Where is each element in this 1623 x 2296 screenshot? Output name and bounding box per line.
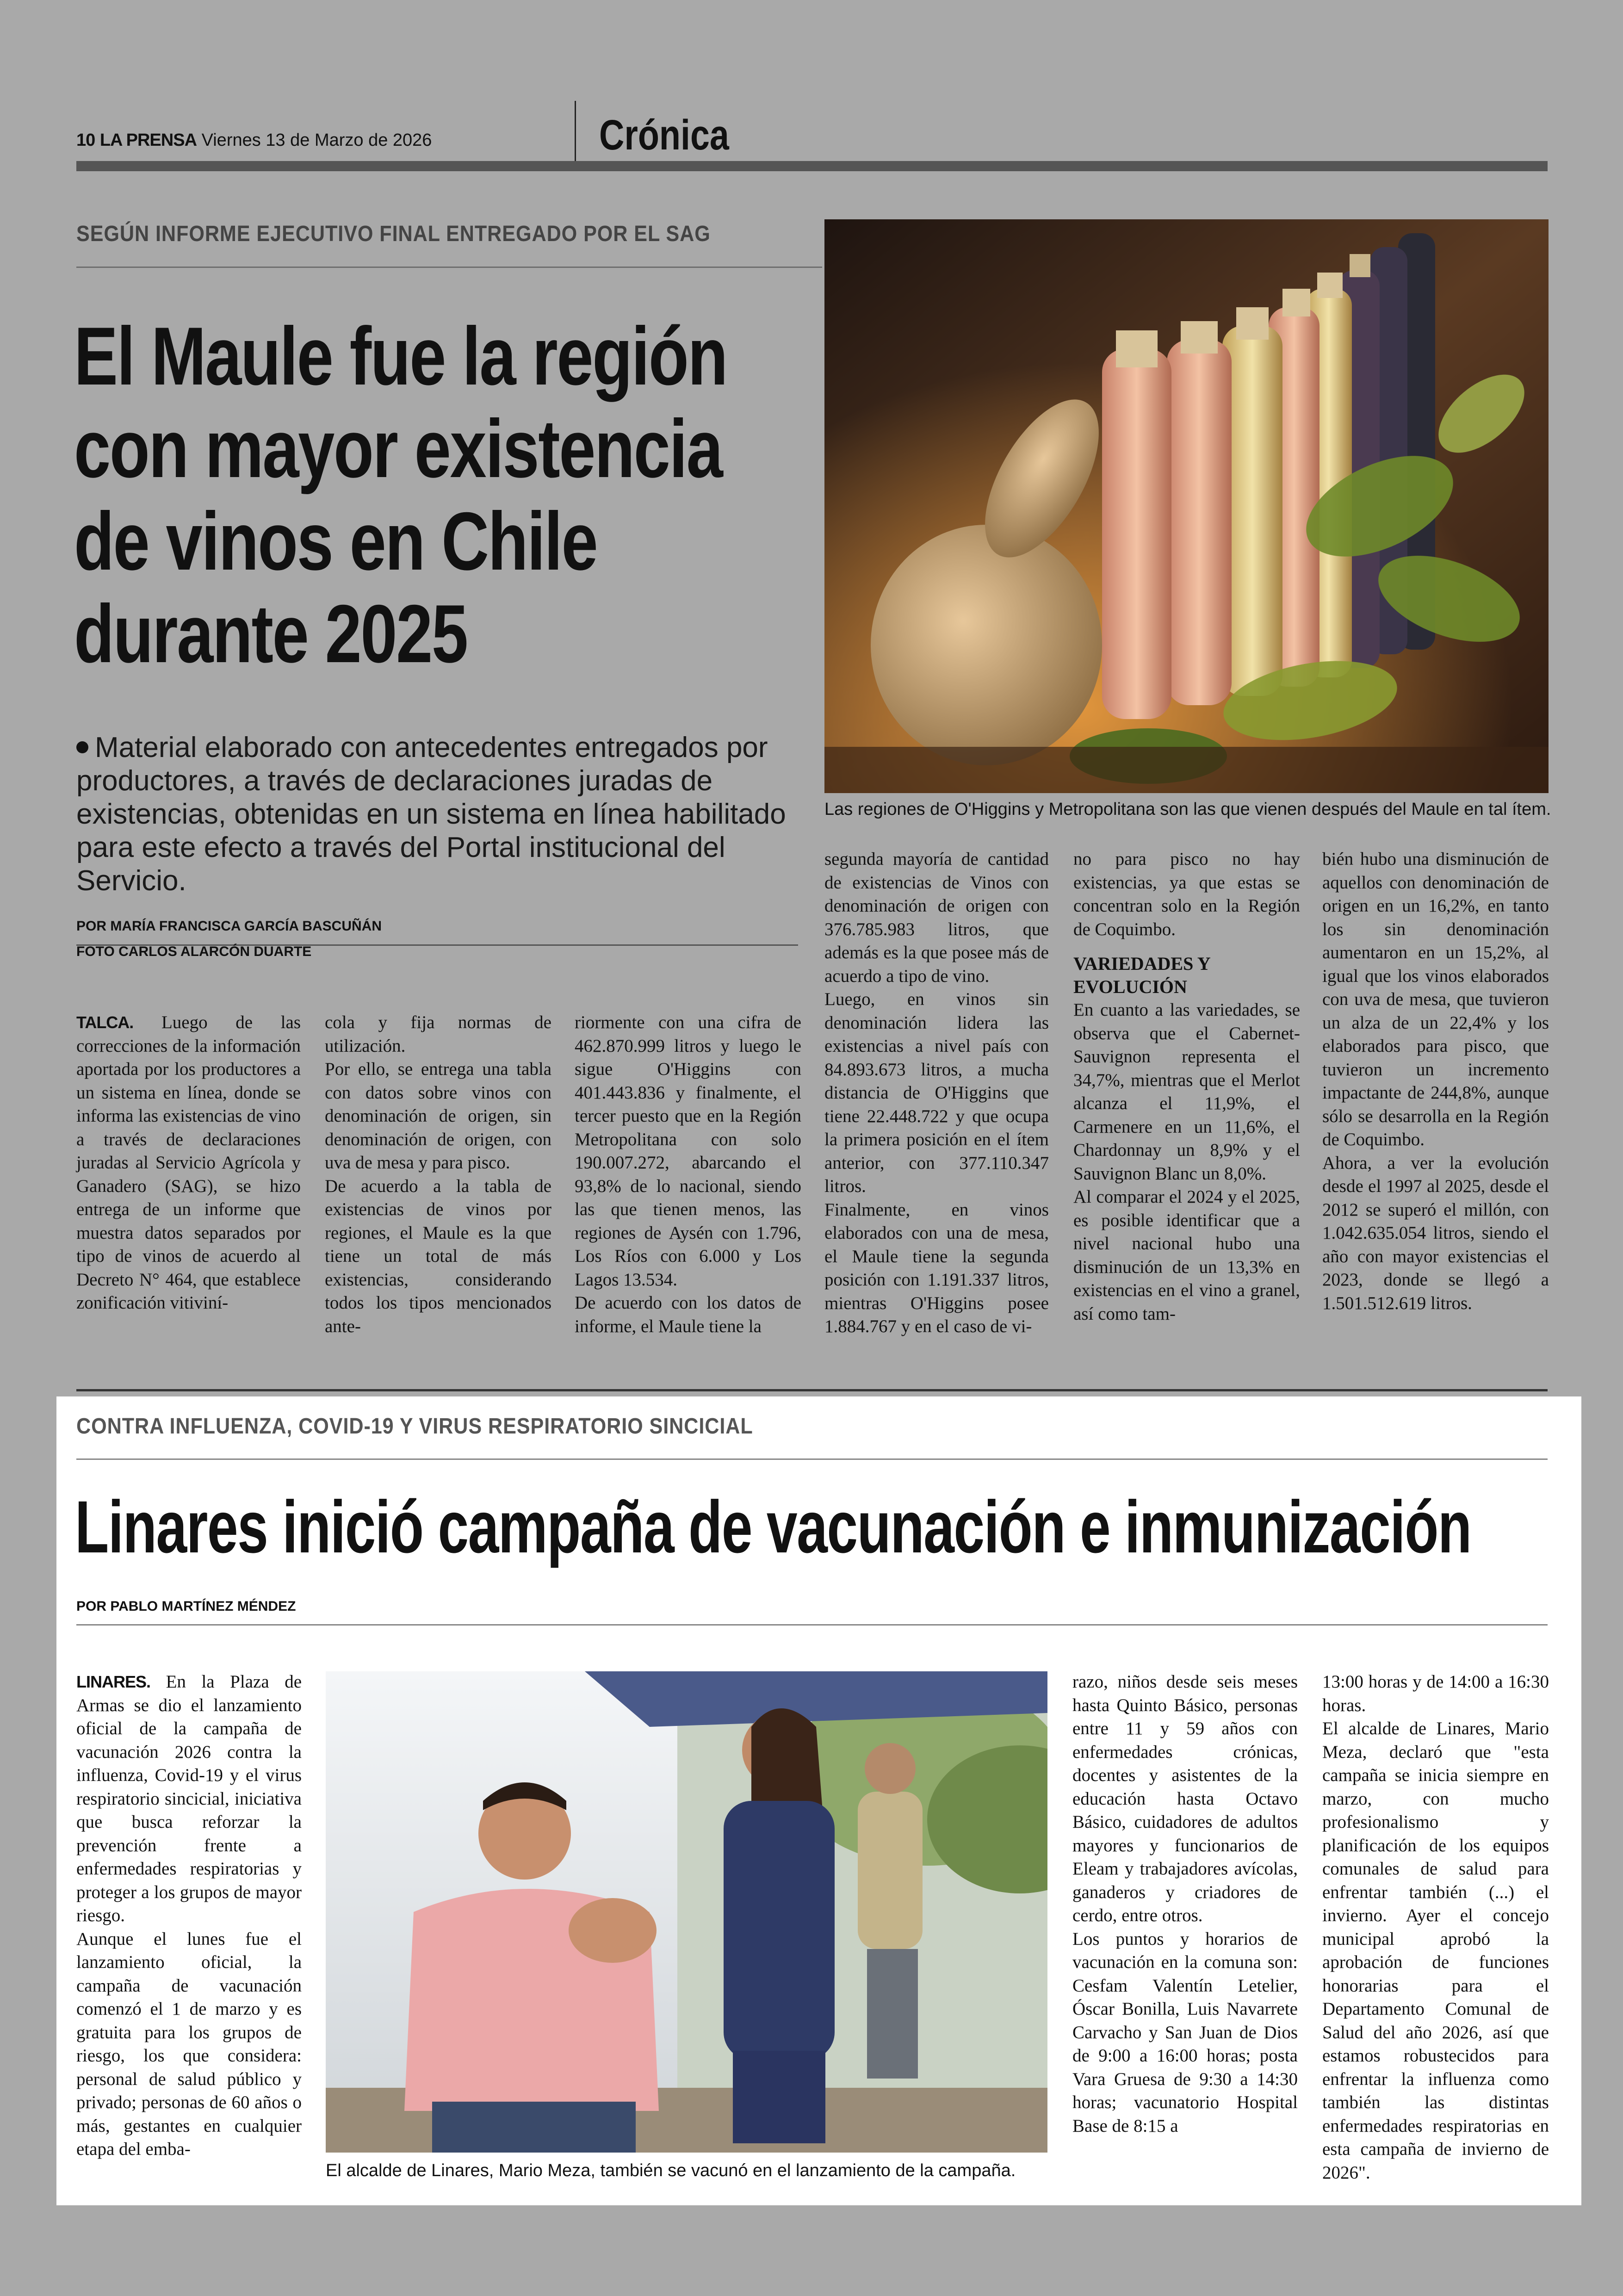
story1-dateline: TALCA. xyxy=(76,1013,134,1032)
story1-byline: POR MARÍA FRANCISCA GARCÍA BASCUÑÁN xyxy=(76,918,382,934)
story2-col2-p2: Los puntos y horarios de vacunación en la comuna son: Cesfam Valentín Letelier, Óscar Bonilla, Luis Navarrete Carvacho y San Juan de Dios de 9:00 a 16:00 horas; posta Vara Gruesa de 9:30 a 14:30 horas; vacunatorio Hospital Base de 8:15 a xyxy=(1072,1929,1298,2136)
header-rule xyxy=(76,161,1548,171)
vaccination-photo xyxy=(326,1671,1047,2153)
story1-col6-p2: Ahora, a ver la evolución desde el 1997 al 2025, desde el 2012 se superó el millón, con 1.042.635.054 litros, siendo el año con mayor existencias el 2023, donde se llegó a 1.501.512.619 litros. xyxy=(1322,1153,1549,1313)
story2-dateline: LINARES. xyxy=(76,1672,151,1691)
story1-column-1 xyxy=(76,1011,301,1315)
story2-column-1 xyxy=(76,1670,302,2161)
story2-byline: POR PABLO MARTÍNEZ MÉNDEZ xyxy=(76,1599,296,1614)
story1-kicker-rule xyxy=(76,267,822,268)
story1-col6-p1: bién hubo una disminución de aquellos con denominación de origen en un 16,2%, en tanto los sin denominación aumentaron en un 15,2%, al igual que los vinos elaborados con uva de mesa, que tuvieron un alza de un 22,4% y los elaborados para pisco, que tuvieron un incremento impactante de 244,8%, aunque sólo se desarrolla en la Región de Coquimbo. xyxy=(1322,849,1549,1149)
story1-col2-p2: Por ello, se entrega una tabla con datos sobre vinos con denominación de origen, sin denominación de origen, con uva de mesa y para pisco. xyxy=(325,1059,551,1173)
story2-col1-p2: Aunque el lunes fue el lanzamiento oficial, la campaña de vacunación comenzó el 1 de marzo y es gratuita para los grupos de riesgo, los que considera: personal de salud público y privado; personas de 60 años o más, gestantes en cualquier etapa del emba- xyxy=(76,1929,302,2159)
story1-column-4 xyxy=(824,848,1049,1339)
vaccination-photo-illustration xyxy=(326,1671,1047,2153)
story1-col5-p3: Al comparar el 2024 y el 2025, es posible identificar que a nivel nacional hubo una disminución de un 13,3% en existencias en el vino a granel, así como tam- xyxy=(1073,1187,1300,1324)
header-divider xyxy=(575,101,576,161)
story1-summary xyxy=(76,731,798,898)
story2-byline-rule xyxy=(76,1624,1548,1626)
story1-subheading: VARIEDADES Y EVOLUCIÓN xyxy=(1073,953,1210,997)
story2-column-3 xyxy=(1322,1670,1549,2184)
paper-name: LA PRENSA xyxy=(99,130,197,150)
story1-col3-p1: riormente con una cifra de 462.870.999 litros y luego le sigue O'Higgins con 401.443.836 y finalmente, el tercer puesto que en la Región Metropolitana con solo 190.007.272, abarcando el 93,8% de lo nacional, siendo las que tienen menos, las regiones de Aysén con 1.796, Los Ríos con 6.000 y Los Lagos 13.534. xyxy=(575,1012,801,1290)
story1-column-3 xyxy=(575,1011,801,1338)
story2-column-2 xyxy=(1072,1670,1298,2138)
story1-kicker: SEGÚN INFORME EJECUTIVO FINAL ENTREGADO POR EL SAG xyxy=(76,222,711,246)
story2-col2-p1: razo, niños desde seis meses hasta Quinto Básico, personas entre 11 y 59 años con enfermedades crónicas, docentes y asistentes de la educación hasta Octavo Básico, cuidadores de adultos mayores y funcionarios de Eleam y trabajadores avícolas, ganaderos y criadores de cerdo, entre otros. xyxy=(1072,1672,1298,1925)
story-separator xyxy=(76,1389,1548,1391)
page-header-left xyxy=(76,130,432,150)
wine-photo-illustration xyxy=(824,219,1549,793)
story2-col3-p2: El alcalde de Linares, Mario Meza, declaró que "esta campaña se inicia siempre en marzo, con mucho profesionalismo y planificación de los equipos comunales de salud para enfrentar también (...) el invierno. Ayer el concejo municipal aprobó la aprobación de funciones honorarias para el Departamento Comunal de Salud del año 2026, así que estamos robustecidos para enfrentar la influenza como también las distintas enfermedades respiratorias en esta campaña de invierno de 2026". xyxy=(1322,1719,1549,2183)
story1-col5-p1: no para pisco no hay existencias, ya que estas se concentran solo en la Región de Coquimbo. xyxy=(1073,849,1300,939)
story1-col4-p1: segunda mayoría de cantidad de existencias de Vinos con denominación de origen con 376.785.983 litros, que además es la que posee más de acuerdo a tipo de vino. xyxy=(824,849,1049,986)
story1-summary-text: Material elaborado con antecedentes entregados por productores, a través de declaraciones juradas de existencias, obtenidas en un sistema en línea habilitado para este efecto a través del Portal institucional del Servicio. xyxy=(76,732,786,897)
story1-column-2 xyxy=(325,1011,551,1338)
story1-col3-p2: De acuerdo con los datos de informe, el Maule tiene la xyxy=(575,1293,801,1336)
story1-column-5 xyxy=(1073,848,1300,1326)
story1-headline: El Maule fue la región con mayor existencia de vinos en Chile durante 2025 xyxy=(74,310,727,680)
section-title: Crónica xyxy=(599,112,729,159)
story2-kicker-rule xyxy=(76,1458,1548,1460)
story1-col2-p3: De acuerdo a la tabla de existencias de vinos por regiones, el Maule es la que tiene un total de más existencias, considerando todos los tipos mencionados ante- xyxy=(325,1176,551,1336)
wine-bottles-photo xyxy=(824,219,1549,793)
wine-photo-caption: Las regiones de O'Higgins y Metropolitana son las que vienen después del Maule en tal ítem. xyxy=(824,800,1551,819)
issue-date: Viernes 13 de Marzo de 2026 xyxy=(201,130,432,150)
story2-col3-p1: 13:00 horas y de 14:00 a 16:30 horas. xyxy=(1322,1672,1549,1715)
story2-headline: Linares inició campaña de vacunación e inmunización xyxy=(75,1485,1471,1568)
page-number: 10 xyxy=(76,130,95,150)
story1-col4-p3: Finalmente, en vinos elaborados con una de mesa, el Maule tiene la segunda posición con 1.191.337 litros, mientras O'Higgins posee 1.884.767 y en el caso de vi- xyxy=(824,1199,1049,1336)
bullet-icon xyxy=(76,741,88,753)
story2-col1-p1: En la Plaza de Armas se dio el lanzamiento oficial de la campaña de vacunación 2026 contra la influenza, Covid-19 y el virus respiratorio sincicial, iniciativa que busca reforzar la prevención frente a enfermedades respiratorias y proteger a los grupos de mayor riesgo. xyxy=(76,1672,302,1925)
story1-col1-text: Luego de las correcciones de la información aportada por los productores a un sistema en línea, donde se informa las existencias de vino a través de declaraciones juradas al Servicio Agrícola y Ganadero (SAG), se hizo entrega de un informe que muestra datos separados por tipo de vinos de acuerdo al Decreto N° 464, que establece zonificación vitiviní- xyxy=(76,1012,301,1313)
story1-column-6 xyxy=(1322,848,1549,1315)
story1-col2-p1: cola y fija normas de utilización. xyxy=(325,1012,551,1056)
story1-photo-credit: FOTO CARLOS ALARCÓN DUARTE xyxy=(76,944,312,959)
story1-col4-p2: Luego, en vinos sin denominación lidera las existencias a nivel país con 84.893.673 litros, a mucha distancia de O'Higgins que tiene 22.448.722 y que ocupa la primera posición en el ítem anterior, con 377.110.347 litros. xyxy=(824,989,1049,1196)
vaccination-photo-caption: El alcalde de Linares, Mario Meza, también se vacunó en el lanzamiento de la campaña. xyxy=(326,2161,1016,2180)
story2-kicker: CONTRA INFLUENZA, COVID-19 Y VIRUS RESPIRATORIO SINCICIAL xyxy=(76,1414,753,1439)
story1-col5-p2: En cuanto a las variedades, se observa que el Cabernet-Sauvignon representa el 34,7%, mientras que el Merlot alcanza el 11,9%, el Carmenere en un 11,6%, el Chardonnay un 8,9% y el Sauvignon Blanc un 8,0%. xyxy=(1073,1000,1300,1184)
